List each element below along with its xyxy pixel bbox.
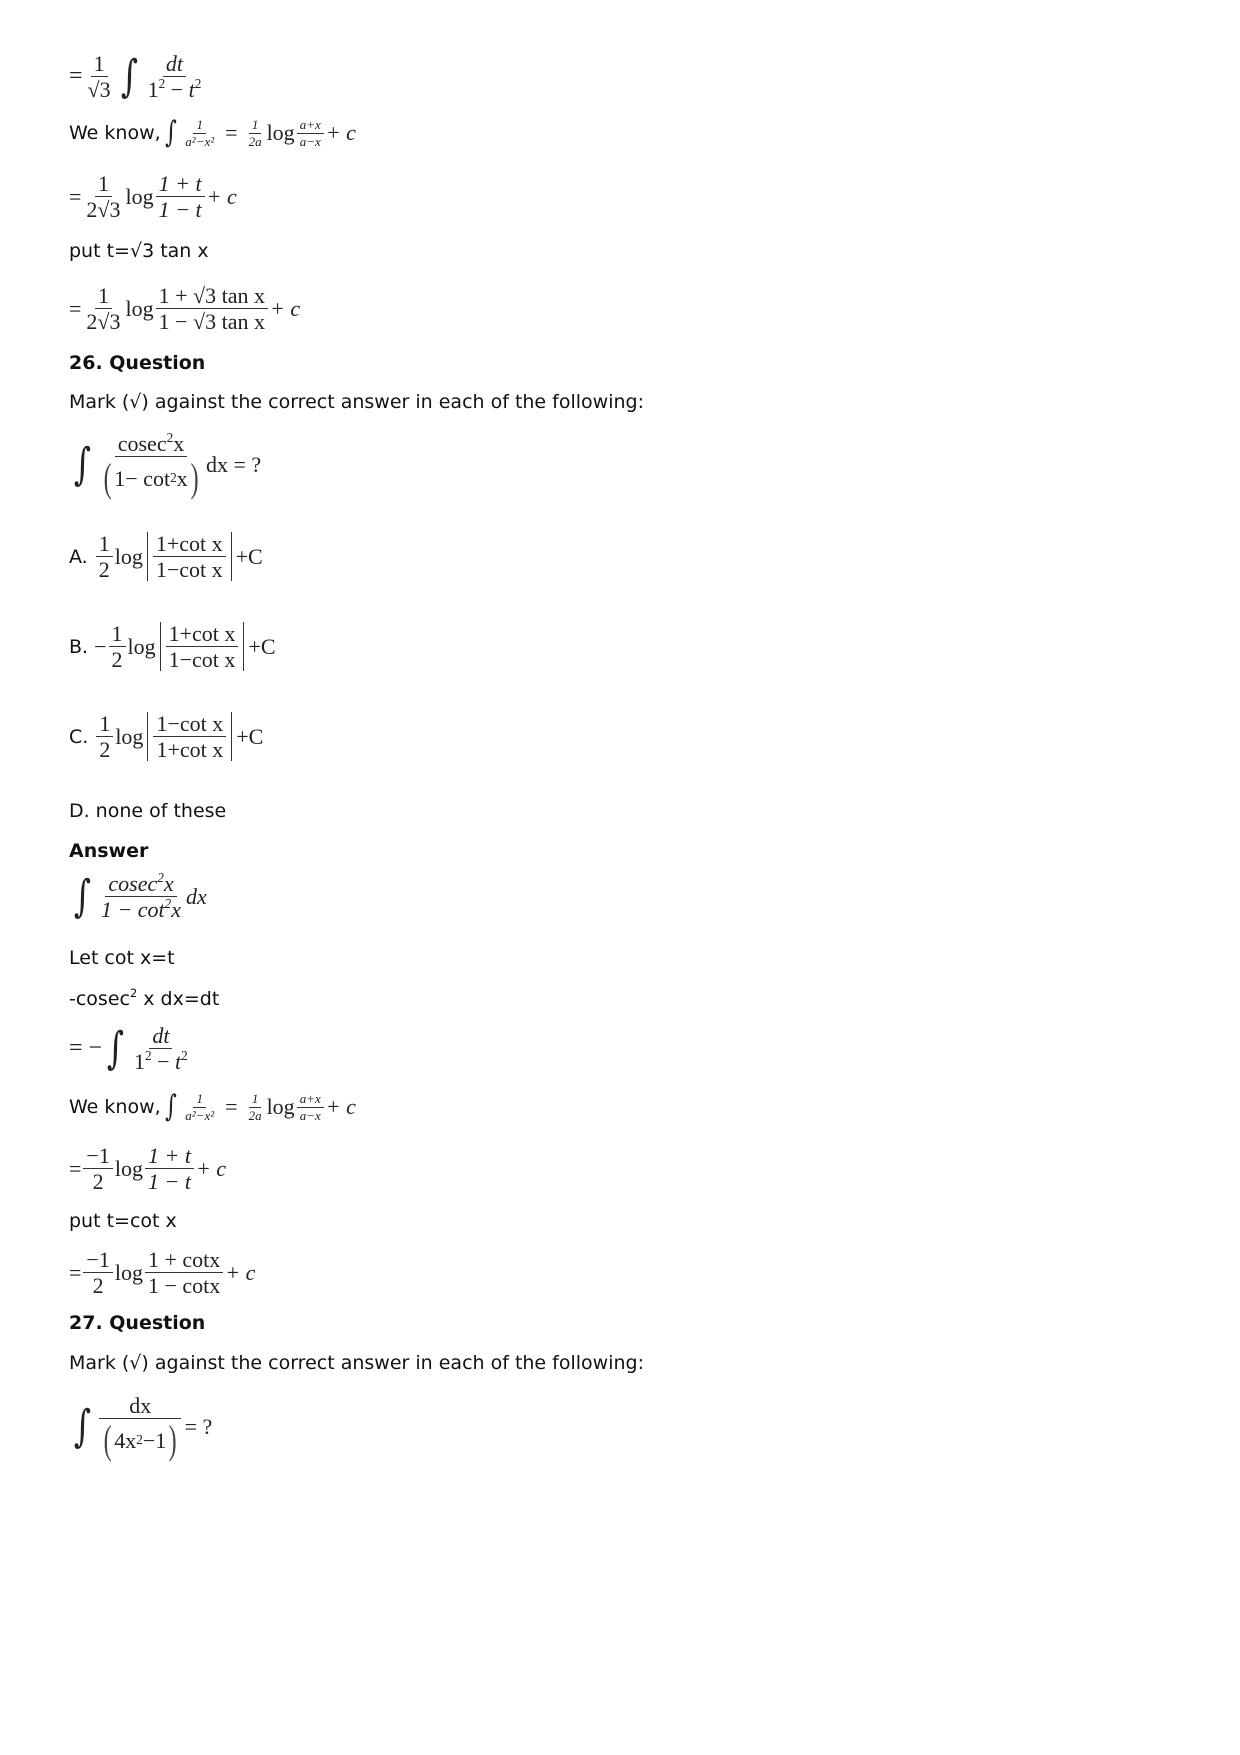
we-know-label: We know,	[69, 122, 161, 145]
absolute-value	[160, 622, 245, 671]
fraction-numerator: 1	[95, 284, 112, 309]
option-expression	[94, 622, 275, 671]
fraction-denominator: √3	[87, 77, 111, 103]
open-paren: (	[103, 455, 112, 501]
fraction-numerator: 1	[249, 1092, 262, 1108]
fraction-numerator: 1	[193, 118, 206, 134]
constant-term: + c	[325, 120, 356, 146]
fraction-denominator: 1−cot x	[168, 647, 236, 673]
fraction-denominator: 2	[98, 557, 110, 583]
integral-sign-icon: ∫	[73, 870, 92, 922]
expression-suffix: dx	[186, 883, 207, 909]
option-label: B.	[69, 635, 89, 658]
fraction-denominator	[131, 1049, 191, 1073]
question-27-instruction: Mark (√) against the correct answer in each of the following:	[69, 1352, 644, 1374]
den-rest: −1	[142, 1427, 167, 1453]
constant-term: + c	[225, 1259, 256, 1285]
we-know-label: We know,	[69, 1096, 161, 1119]
fraction-denominator: 2	[92, 1273, 104, 1299]
prev-we-know-formula	[69, 115, 356, 151]
exponent: 2	[158, 75, 166, 91]
exponent: 2	[129, 986, 138, 1001]
option-a[interactable]	[69, 532, 263, 581]
log-argument-fraction	[153, 532, 226, 581]
fraction-numerator: 1	[96, 532, 113, 557]
constant-term: +C	[235, 543, 263, 569]
coefficient-fraction	[85, 52, 114, 101]
question-27-heading: 27. Question	[69, 1312, 206, 1334]
answer-differential	[69, 988, 219, 1010]
fraction-numerator: 1 + t	[145, 1144, 194, 1169]
log-function: log	[266, 120, 295, 146]
differential-pre: -cosec	[69, 988, 130, 1010]
log-function: log	[114, 1259, 143, 1285]
option-expression	[94, 532, 263, 581]
integral-sign-icon: ∫	[164, 1089, 177, 1125]
constant-term: + c	[269, 295, 301, 321]
fraction-denominator: 1−cot x	[155, 557, 223, 583]
fraction-numerator: 1 + t	[156, 172, 205, 197]
answer-step-2	[69, 1144, 226, 1193]
coefficient-fraction	[83, 172, 123, 221]
fraction-denominator: a−x	[299, 133, 321, 149]
equals-sign: =	[69, 183, 82, 209]
option-label: A.	[69, 545, 88, 568]
fraction-numerator: 1	[109, 622, 126, 647]
log-function: log	[125, 295, 154, 321]
fraction-numerator: −1	[83, 1248, 112, 1273]
variable: x	[176, 465, 188, 491]
fraction-denominator: 2a	[248, 1107, 262, 1123]
equals-sign: =	[69, 63, 83, 90]
variable: x	[163, 871, 174, 896]
fraction-numerator: 1	[95, 172, 112, 197]
constant-term: + c	[325, 1094, 356, 1120]
integral-sign-icon: ∫	[73, 439, 92, 491]
log-argument-fraction	[166, 622, 239, 671]
coefficient-fraction	[109, 622, 126, 671]
log-argument-fraction	[156, 284, 268, 333]
fraction-numerator: dx	[99, 1394, 181, 1419]
answer-step-1	[69, 1024, 193, 1073]
fraction-denominator: 1 − cotx	[147, 1273, 221, 1299]
exponent: 2	[194, 75, 202, 91]
expression-suffix: dx = ?	[205, 452, 262, 478]
fraction-denominator	[98, 897, 184, 921]
prev-step-1	[69, 52, 206, 101]
prev-substitution-text: put t=√3 tan x	[69, 240, 209, 262]
fraction-denominator: a²−x²	[185, 1107, 215, 1123]
expression-suffix: = ?	[184, 1414, 213, 1440]
den-base: 4x	[114, 1427, 137, 1453]
integral-sign-icon: ∫	[120, 50, 138, 102]
integral-sign-icon: ∫	[106, 1022, 125, 1074]
option-expression	[94, 712, 263, 761]
exponent: 2	[157, 869, 164, 885]
integral-sign-icon: ∫	[73, 1401, 92, 1453]
fraction-numerator: 1+cot x	[153, 532, 226, 557]
log-function: log	[127, 633, 156, 659]
integrand-fraction	[98, 429, 204, 501]
den-base: 1	[147, 77, 159, 103]
integrand-fraction	[145, 52, 205, 101]
answer-result	[69, 1248, 255, 1297]
fraction-numerator: 1	[96, 712, 113, 737]
fraction-numerator: dt	[163, 52, 186, 77]
coefficient-fraction	[83, 1248, 112, 1297]
lhs-fraction	[182, 1092, 217, 1122]
coefficient-fraction	[96, 712, 113, 761]
coefficient-fraction	[96, 532, 113, 581]
fraction-numerator: a+x	[297, 118, 324, 134]
fraction-denominator: 2√3	[86, 197, 121, 223]
coefficient-fraction	[83, 1144, 112, 1193]
fraction-denominator: 1 − √3 tan x	[158, 309, 265, 335]
variable: x	[173, 431, 185, 456]
fraction-denominator: 2√3	[86, 309, 121, 335]
exponent: 2	[164, 895, 172, 911]
fraction-denominator: 1 − t	[158, 197, 202, 223]
fraction-denominator: a²−x²	[185, 133, 215, 149]
fraction-denominator: ( 4x 2 −1 )	[103, 1417, 177, 1463]
integrand-fraction	[98, 1393, 183, 1463]
option-b[interactable]	[69, 622, 276, 671]
close-paren: )	[190, 455, 199, 501]
fraction-numerator: 1 + √3 tan x	[156, 284, 268, 309]
prev-result	[69, 284, 300, 333]
fraction-denominator: 1+cot x	[156, 737, 224, 763]
question-26-instruction: Mark (√) against the correct answer in each of the following:	[69, 391, 644, 413]
fraction-denominator: 2	[99, 737, 111, 763]
option-label: D.	[69, 800, 90, 822]
fraction-denominator	[145, 77, 205, 101]
exponent: 2	[181, 1047, 188, 1063]
exponent: 2	[145, 1047, 152, 1063]
den-base: 1	[134, 1049, 146, 1075]
fraction-numerator: 1+cot x	[166, 622, 239, 647]
answer-we-know-formula	[69, 1089, 356, 1125]
answer-let-text: Let cot x=t	[69, 947, 175, 969]
fraction-numerator	[115, 429, 187, 457]
variable: t	[175, 1049, 182, 1075]
equals-sign: =	[69, 1259, 82, 1285]
constant-term: +C	[236, 723, 264, 749]
answer-substitution-text: put t=cot x	[69, 1210, 177, 1232]
close-paren: )	[168, 1417, 177, 1463]
integral-sign-icon: ∫	[164, 115, 177, 151]
minus: −	[151, 1049, 176, 1075]
question-26-heading: 26. Question	[69, 352, 206, 374]
log-argument-fraction	[156, 172, 205, 221]
open-paren: (	[103, 1417, 112, 1463]
log-argument-fraction	[153, 712, 226, 761]
exponent: 2	[166, 429, 174, 445]
equals-sign: =	[69, 295, 82, 321]
log-function: log	[114, 1155, 143, 1181]
den-base: 1− cot	[114, 465, 171, 491]
log-function: log	[115, 723, 144, 749]
fraction-numerator: a+x	[297, 1092, 324, 1108]
equals-sign: =	[225, 120, 238, 146]
variable: x	[171, 897, 182, 923]
integrand-fraction	[98, 869, 184, 923]
equals-sign: =	[225, 1094, 238, 1120]
log-argument-fraction	[145, 1248, 223, 1297]
absolute-value	[147, 712, 232, 761]
fraction-denominator: 1 − t	[147, 1169, 191, 1195]
integrand-fraction	[131, 1024, 191, 1073]
log-function: log	[114, 543, 143, 569]
rhs-coefficient	[246, 118, 265, 148]
differential-post: x dx=dt	[137, 988, 220, 1010]
option-text: none of these	[95, 800, 227, 822]
minus: −	[165, 77, 189, 103]
fraction-denominator: 2	[111, 647, 123, 673]
fraction-numerator: −1	[83, 1144, 112, 1169]
den-base: 1 − cot	[100, 897, 165, 923]
rhs-fraction	[297, 118, 324, 148]
rhs-fraction	[297, 1092, 324, 1122]
fraction-denominator: 2	[92, 1169, 104, 1195]
log-argument-fraction	[145, 1144, 194, 1193]
option-d[interactable]	[69, 800, 226, 822]
question-27-expression	[69, 1393, 213, 1463]
log-function: log	[125, 183, 154, 209]
coefficient-fraction	[83, 284, 123, 333]
num-base: cosec	[117, 431, 167, 456]
answer-heading: Answer	[69, 840, 149, 862]
num-base: cosec	[108, 871, 158, 896]
fraction-numerator: dt	[149, 1024, 172, 1049]
fraction-numerator: 1	[193, 1092, 206, 1108]
equals-minus-sign: = −	[69, 1035, 103, 1062]
constant-term: +C	[248, 633, 276, 659]
lhs-fraction	[182, 118, 217, 148]
equals-sign: =	[69, 1155, 82, 1181]
constant-term: + c	[195, 1155, 227, 1181]
prev-step-2	[69, 172, 237, 221]
fraction-denominator: a−x	[299, 1107, 321, 1123]
rhs-coefficient	[246, 1092, 265, 1122]
question-26-expression	[69, 429, 262, 501]
log-function: log	[266, 1094, 295, 1120]
variable: t	[188, 77, 195, 103]
constant-term: + c	[206, 183, 237, 209]
answer-expression	[69, 869, 207, 923]
option-label: C.	[69, 725, 89, 748]
fraction-denominator: ( 1− cot 2 x )	[103, 455, 199, 501]
sign: −	[94, 633, 107, 659]
fraction-numerator: 1	[249, 118, 262, 134]
fraction-denominator: 2a	[248, 133, 262, 149]
fraction-numerator: 1	[91, 52, 108, 77]
fraction-numerator: 1 + cotx	[145, 1248, 223, 1273]
absolute-value	[147, 532, 232, 581]
fraction-numerator	[105, 869, 176, 897]
fraction-numerator: 1−cot x	[153, 712, 226, 737]
option-c[interactable]	[69, 712, 263, 761]
